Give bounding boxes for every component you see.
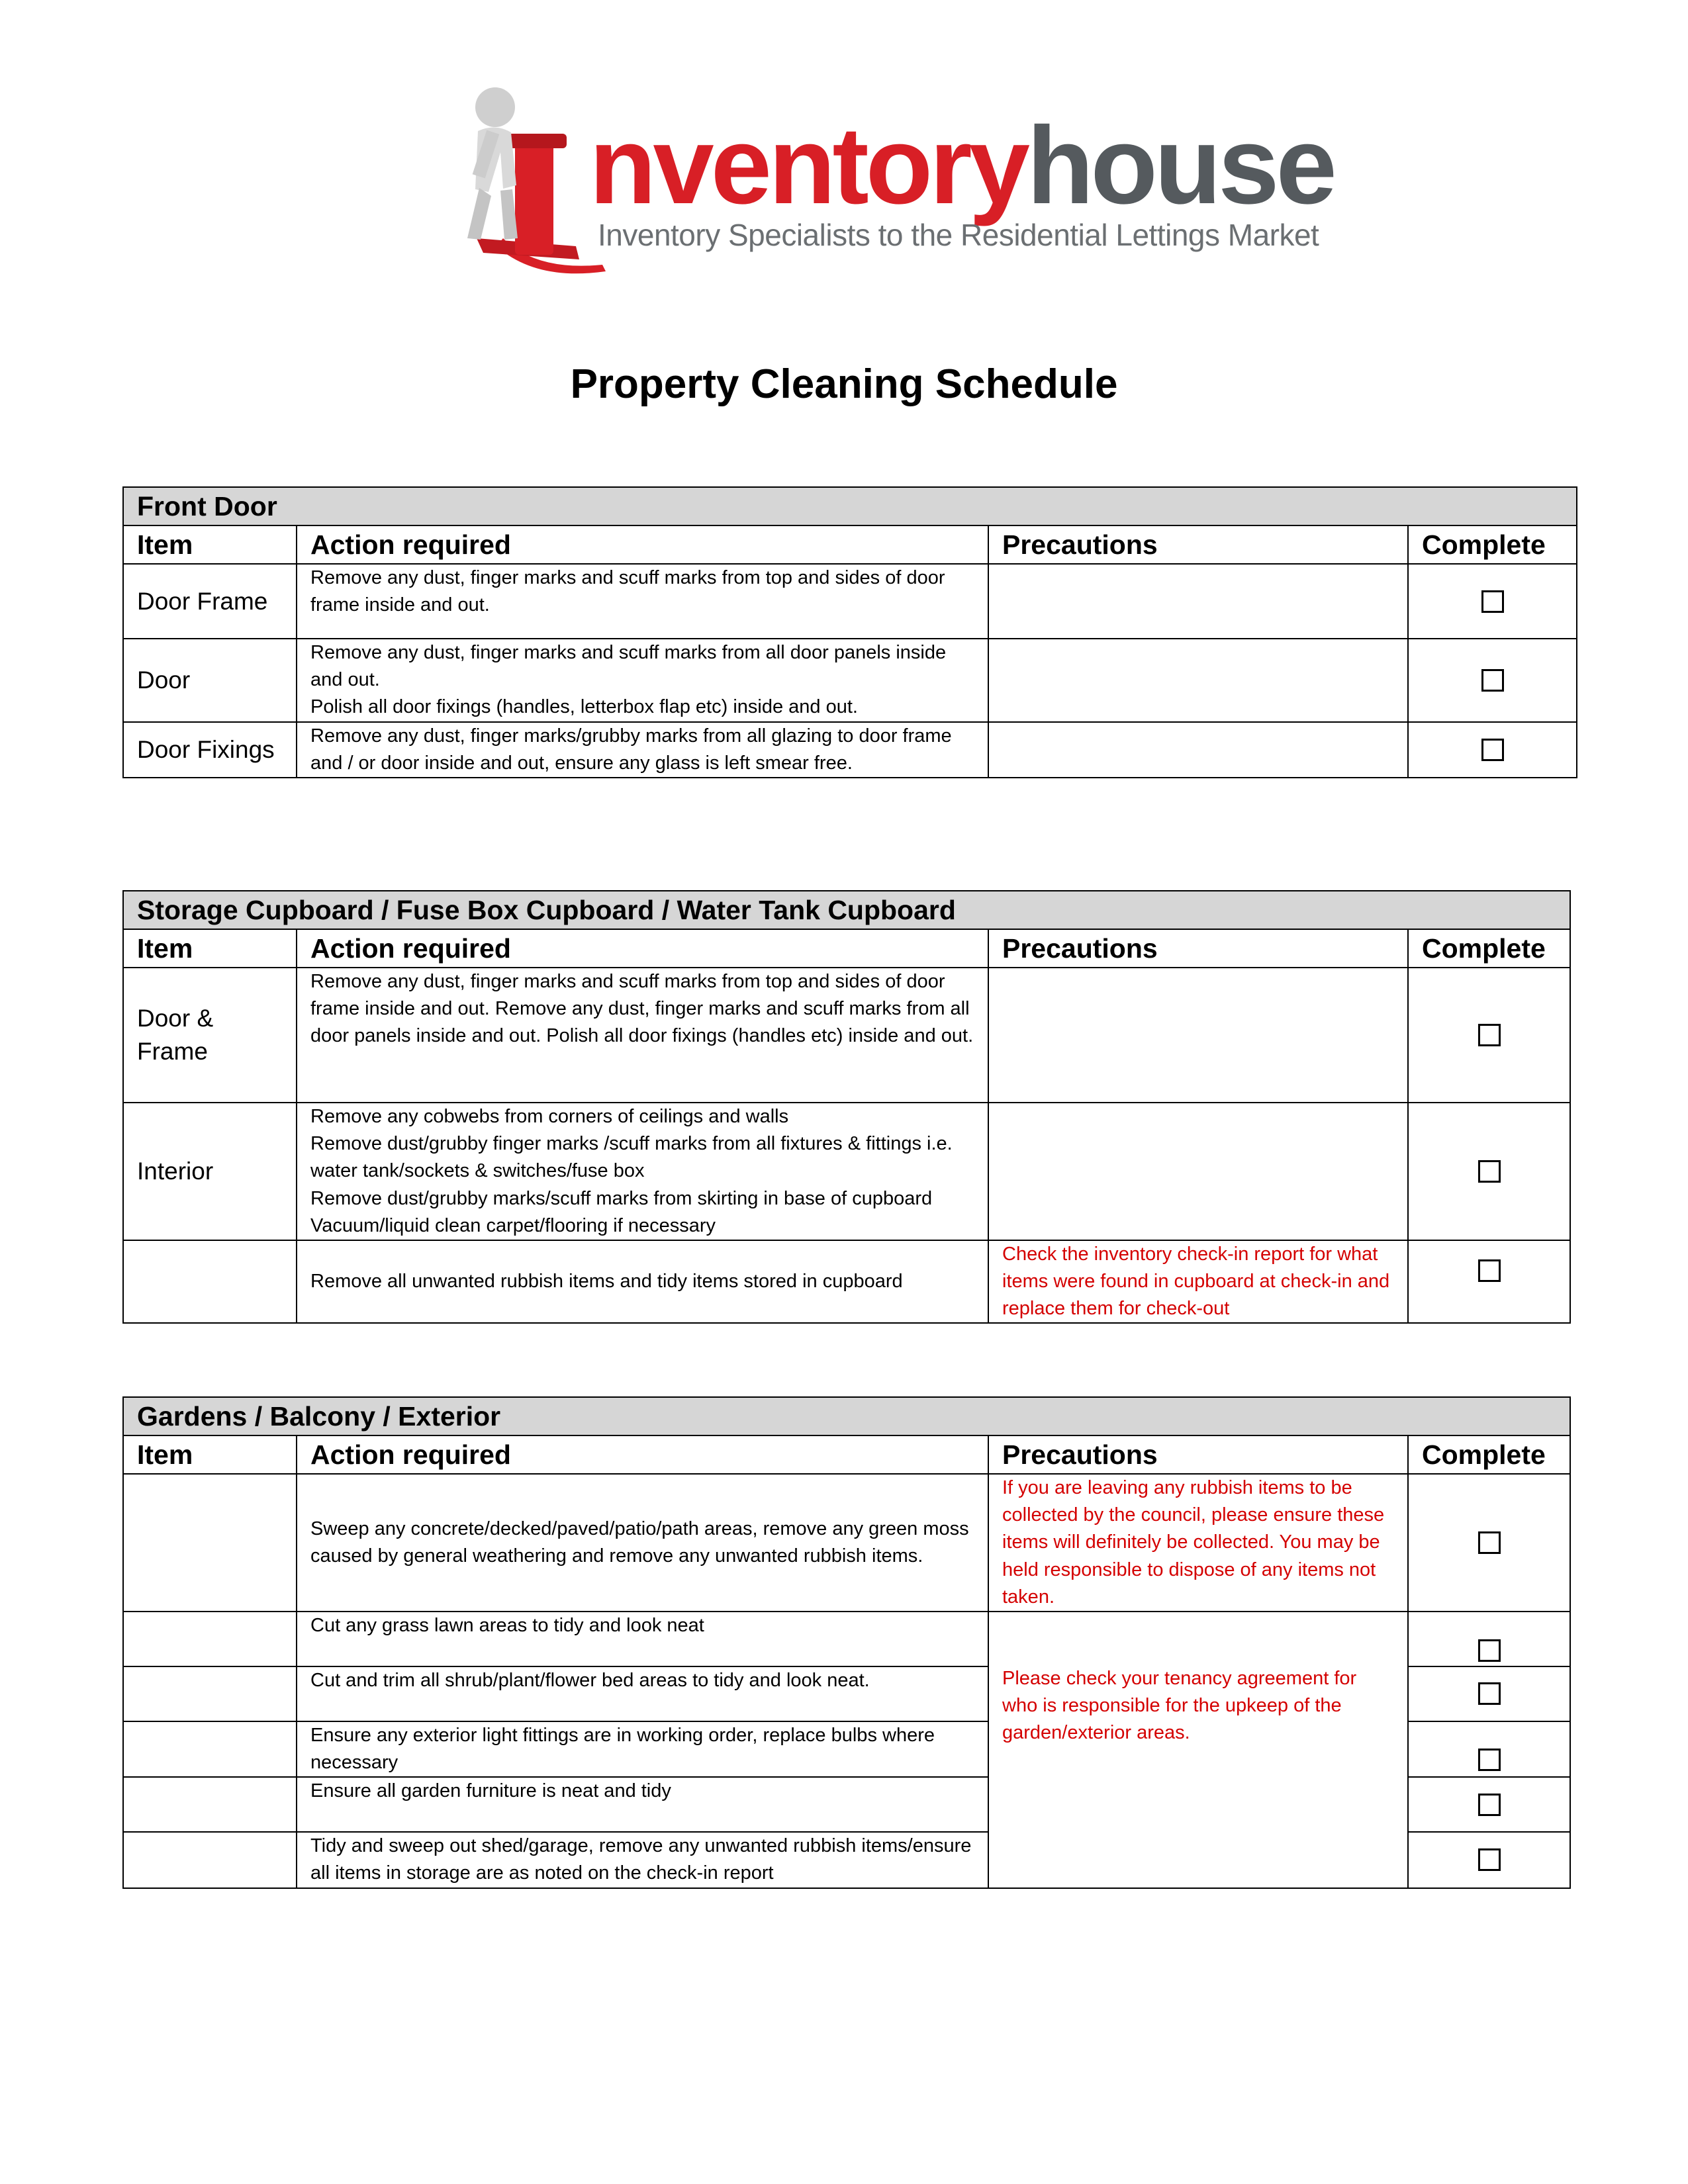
complete-cell (1408, 639, 1577, 722)
precautions-cell (988, 564, 1408, 639)
table-row (123, 968, 1570, 1103)
item-cell (123, 1777, 297, 1832)
action-cell: Remove any dust, finger marks and scuff marks from all door panels inside and out. Polish all door fixings (handles, letterbox flap etc) inside and out. (297, 639, 988, 722)
table-row (123, 1612, 1570, 1666)
column-header-precautions: Precautions (988, 929, 1408, 968)
item-cell (123, 1721, 297, 1777)
column-header-precautions: Precautions (988, 1435, 1408, 1474)
complete-cell (1408, 1474, 1570, 1612)
logo-wordmark-grey: house (1027, 105, 1334, 227)
column-header-precautions: Precautions (988, 525, 1408, 564)
complete-cell (1408, 968, 1570, 1103)
item-cell (123, 1612, 297, 1666)
item-cell (123, 1666, 297, 1721)
action-cell: Remove any cobwebs from corners of ceilings and walls Remove dust/grubby finger marks /scuff marks from all fixtures & fittings i.e. water tank/sockets & switches/fuse box Remove dust/grubby marks/scuff marks from skirting in base of cupboard Vacuum/liquid clean carpet/flooring if necessary (297, 1103, 988, 1240)
table-row (123, 1240, 1570, 1324)
action-cell: Cut any grass lawn areas to tidy and look neat (297, 1612, 988, 1666)
item-cell: Interior (123, 1103, 297, 1240)
column-header-action: Action required (297, 525, 988, 564)
gardens-table (122, 1396, 1571, 1889)
item-cell (123, 1474, 297, 1612)
action-cell: Ensure any exterior light fittings are in working order, replace bulbs where necessary (297, 1721, 988, 1777)
table-row (123, 564, 1577, 639)
complete-checkbox[interactable] (1478, 1682, 1501, 1705)
complete-checkbox[interactable] (1478, 1024, 1501, 1046)
table-row (123, 1474, 1570, 1612)
company-logo (437, 73, 1334, 285)
complete-checkbox[interactable] (1481, 669, 1504, 692)
precautions-cell (988, 639, 1408, 722)
complete-checkbox[interactable] (1478, 1160, 1501, 1183)
complete-checkbox[interactable] (1481, 590, 1504, 613)
precautions-cell (988, 722, 1408, 778)
complete-cell (1408, 722, 1577, 778)
item-cell: Door Frame (123, 564, 297, 639)
complete-checkbox[interactable] (1481, 739, 1504, 761)
precautions-cell: If you are leaving any rubbish items to be collected by the council, please ensure these items will definitely be collected. You may be held responsible to dispose of any items not taken. (988, 1474, 1408, 1612)
complete-cell (1408, 1612, 1570, 1666)
action-cell: Tidy and sweep out shed/garage, remove any unwanted rubbish items/ensure all items in storage are as noted on the check-in report (297, 1832, 988, 1888)
column-header-item: Item (123, 1435, 297, 1474)
section-heading: Front Door (123, 487, 1577, 525)
complete-checkbox[interactable] (1478, 1259, 1501, 1282)
column-header-action: Action required (297, 1435, 988, 1474)
complete-cell (1408, 1721, 1570, 1777)
table-row (123, 1103, 1570, 1240)
precautions-cell: Check the inventory check-in report for what items were found in cupboard at check-in and replace them for check-out (988, 1240, 1408, 1324)
complete-cell (1408, 1103, 1570, 1240)
section-heading: Gardens / Balcony / Exterior (123, 1397, 1570, 1435)
column-header-item: Item (123, 929, 297, 968)
item-cell (123, 1240, 297, 1324)
action-cell: Remove any dust, finger marks/grubby marks from all glazing to door frame and / or door inside and out, ensure any glass is left smear free. (297, 722, 988, 778)
complete-cell (1408, 1777, 1570, 1832)
action-cell: Ensure all garden furniture is neat and tidy (297, 1777, 988, 1832)
column-header-complete: Complete (1408, 525, 1577, 564)
logo-wordmark-red: nventory (589, 105, 1027, 227)
precautions-cell (988, 968, 1408, 1103)
complete-checkbox[interactable] (1478, 1531, 1501, 1554)
complete-checkbox[interactable] (1478, 1639, 1501, 1662)
logo-wordmark (589, 105, 1334, 227)
action-cell: Cut and trim all shrub/plant/flower bed areas to tidy and look neat. (297, 1666, 988, 1721)
complete-checkbox[interactable] (1478, 1749, 1501, 1771)
complete-checkbox[interactable] (1478, 1848, 1501, 1871)
item-cell: Door Fixings (123, 722, 297, 778)
table-row (123, 639, 1577, 722)
page-title: Property Cleaning Schedule (570, 361, 1118, 407)
complete-cell (1408, 1832, 1570, 1888)
logo-figure-icon (437, 73, 609, 285)
precautions-cell (988, 1103, 1408, 1240)
action-cell: Remove any dust, finger marks and scuff marks from top and sides of door frame inside and out. (297, 564, 988, 639)
storage-cupboard-table (122, 890, 1571, 1324)
section-heading: Storage Cupboard / Fuse Box Cupboard / Water Tank Cupboard (123, 891, 1570, 929)
action-cell: Remove any dust, finger marks and scuff marks from top and sides of door frame inside and out. Remove any dust, finger marks and scuff marks from all door panels inside and out. Polish all door fixings (handles etc) inside and out. (297, 968, 988, 1103)
front-door-table (122, 486, 1577, 778)
column-header-action: Action required (297, 929, 988, 968)
complete-checkbox[interactable] (1478, 1794, 1501, 1816)
precautions-cell: Please check your tenancy agreement for who is responsible for the upkeep of the garden/exterior areas. (988, 1612, 1408, 1888)
logo-tagline: Inventory Specialists to the Residential Lettings Market (598, 218, 1319, 252)
item-cell: Door & Frame (123, 968, 297, 1103)
column-header-complete: Complete (1408, 1435, 1570, 1474)
table-row (123, 722, 1577, 778)
complete-cell (1408, 564, 1577, 639)
action-cell: Sweep any concrete/decked/paved/patio/path areas, remove any green moss caused by general weathering and remove any unwanted rubbish items. (297, 1474, 988, 1612)
item-cell (123, 1832, 297, 1888)
column-header-complete: Complete (1408, 929, 1570, 968)
action-cell: Remove all unwanted rubbish items and tidy items stored in cupboard (297, 1240, 988, 1324)
item-cell: Door (123, 639, 297, 722)
complete-cell (1408, 1666, 1570, 1721)
complete-cell (1408, 1240, 1570, 1324)
column-header-item: Item (123, 525, 297, 564)
